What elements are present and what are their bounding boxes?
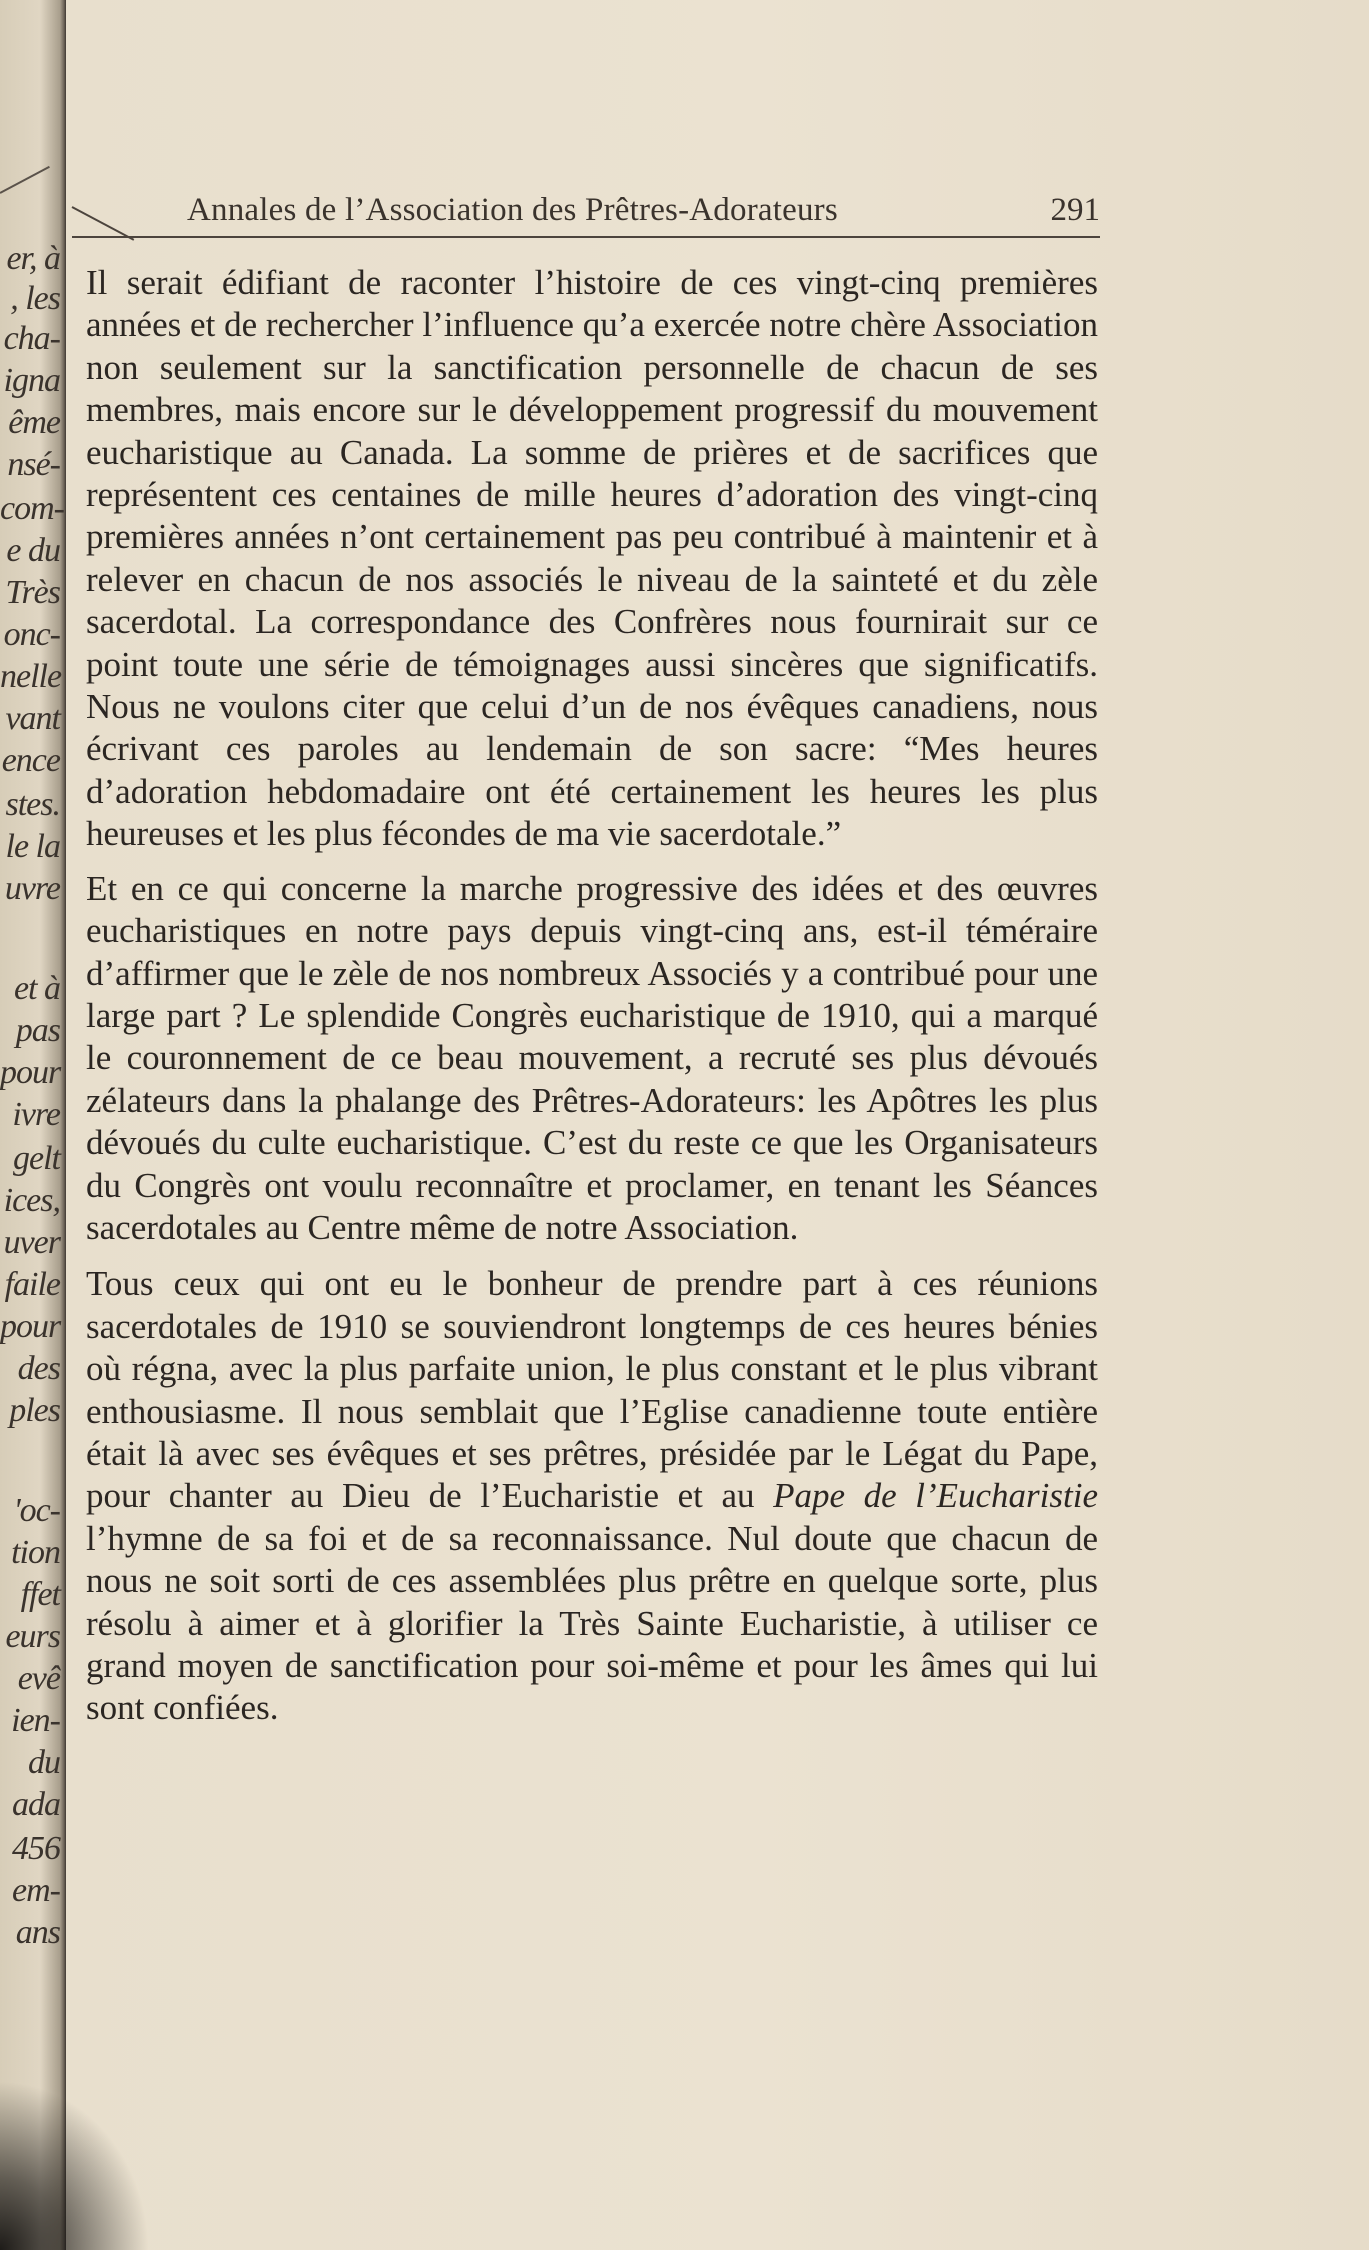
facing-page-fragment: evê: [17, 1660, 60, 1697]
facing-page-fragment: vant: [5, 700, 60, 737]
facing-page-fragment: , les: [10, 280, 60, 317]
facing-page-fragments: [0, 0, 64, 2250]
facing-page-fragment: tion: [11, 1534, 60, 1571]
header-rule: [72, 236, 1100, 238]
body-text: [86, 262, 1098, 1744]
facing-page-fragment: com-: [0, 490, 64, 527]
paragraph-3-text-b: l’hymne de sa foi et de sa reconnaissance. Nul doute que chacun de nous ne soit sorti de ces assemblées plus prêtre en quelque sorte, plus résolu à aimer et à glorifier la Très Sainte Eucharistie, à utiliser ce grand moyen de sanctification pour soi-même et pour les âmes qui lui sont confiées.: [86, 1518, 1098, 1728]
facing-page-fragment: e du: [6, 532, 60, 569]
paragraph-2: Et en ce qui concerne la marche progressive des idées et des œuvres eucharistiques en notre pays depuis vingt-cinq ans, est-il téméraire d’affirmer que le zèle de nos nombreux Associés y a contribué pour une large part ? Le splendide Congrès eucharistique de 1910, qui a marqué le couronnement de ce beau mouvement, a recruté ses plus dévoués zélateurs dans la phalange des Prêtres-Adorateurs: les Apôtres les plus dévoués du culte eucharistique. C’est du reste ce que les Organisateurs du Congrès ont voulu reconnaître et proclamer, en tenant les Séances sacerdotales au Centre même de notre Association.: [86, 868, 1098, 1247]
facing-page-fragment: du: [28, 1744, 60, 1781]
facing-page-fragment: pour: [0, 1054, 61, 1091]
facing-page-fragment: nelle: [0, 658, 62, 695]
facing-page-fragment: cha-: [3, 320, 60, 357]
facing-page-fragment: ada: [12, 1786, 60, 1823]
facing-page-fragment: ivre: [12, 1096, 60, 1133]
paragraph-3-text-a: Tous ceux qui ont eu le bonheur de prendre part à ces réunions sacerdotales de 1910 se souviendront longtemps de ces heures bénies où régna, avec la plus parfaite union, le plus constant et le plus vibrant enthousiasme. Il nous semblait que l’Eglise canadienne toute entière était là avec ses évêques et ses prêtres, présidée par le Légat du Pape, pour chanter au Dieu de l’Eucharistie et au: [86, 1264, 1098, 1516]
facing-page-fragment: ien-: [11, 1702, 60, 1739]
facing-page-fragment: ence: [1, 742, 60, 779]
facing-page-fragment: le la: [5, 828, 60, 865]
facing-page-fragment: ans: [15, 1914, 60, 1951]
facing-page-fragment: ples: [9, 1392, 60, 1429]
facing-page-fragment: em-: [12, 1872, 60, 1909]
running-title: Annales de l’Association des Prêtres-Adorateurs: [187, 192, 838, 228]
facing-page-fragment: igna: [3, 362, 60, 399]
facing-page-fragment: gelt: [13, 1140, 60, 1177]
paragraph-3: [86, 1263, 1098, 1729]
facing-page-fragment: uvre: [4, 870, 60, 907]
paragraph-3-italic: Pape de l’Eucharistie: [773, 1476, 1098, 1516]
facing-page-fragment: eurs: [5, 1618, 60, 1655]
paragraph-1: Il serait édifiant de raconter l’histoire de ces vingt-cinq premières années et de rechercher l’influence qu’a exercée notre chère Association non seulement sur la sanctification personnelle de chacun de ses membres, mais encore sur le développement progressif du mouvement eucharistique au Canada. La somme de prières et de sacrifices que représentent ces centaines de mille heures d’adoration des vingt-cinq premières années n’ont certainement pas peu contribué à maintenir et à relever en chacun de nos associés le niveau de la sainteté et du zèle sacerdotal. La correspondance des Confrères nous fournirait sur ce point toute une série de témoignages aussi sincères que significatifs. Nous ne voulons citer que celui d’un de nos évêques canadiens, nous écrivant ces paroles au lendemain de son sacre: “Mes heures d’adoration hebdomadaire ont été certainement les heures les plus heureuses et les plus fécondes de ma vie sacerdotale.”: [86, 263, 1098, 854]
facing-page-fragment: onc-: [3, 616, 60, 653]
facing-page-fragment: Très: [5, 574, 60, 611]
gutter-shadow: [0, 2080, 150, 2250]
facing-page-fragment: faile: [4, 1266, 60, 1303]
facing-page-fragment: pour: [0, 1308, 61, 1345]
facing-page-fragment: ême: [8, 404, 60, 441]
facing-page-fragment: et à: [13, 970, 60, 1007]
page-number: 291: [1050, 192, 1100, 228]
facing-page-fragment: des: [17, 1350, 60, 1387]
facing-page-fragment: 456: [12, 1830, 60, 1867]
facing-page-fragment: ices,: [3, 1182, 60, 1219]
facing-page-fragment: er, à: [6, 240, 60, 277]
facing-page-fragment: uver: [3, 1224, 60, 1261]
facing-page-fragment: stes.: [5, 786, 60, 823]
facing-page-rule: [0, 166, 50, 194]
facing-page-fragment: pas: [15, 1012, 60, 1049]
facing-page-fragment: ffet: [20, 1576, 60, 1613]
running-header: [72, 192, 1100, 242]
facing-page-fragment: nsé-: [7, 446, 60, 483]
facing-page-fragment: 'oc-: [13, 1492, 60, 1529]
